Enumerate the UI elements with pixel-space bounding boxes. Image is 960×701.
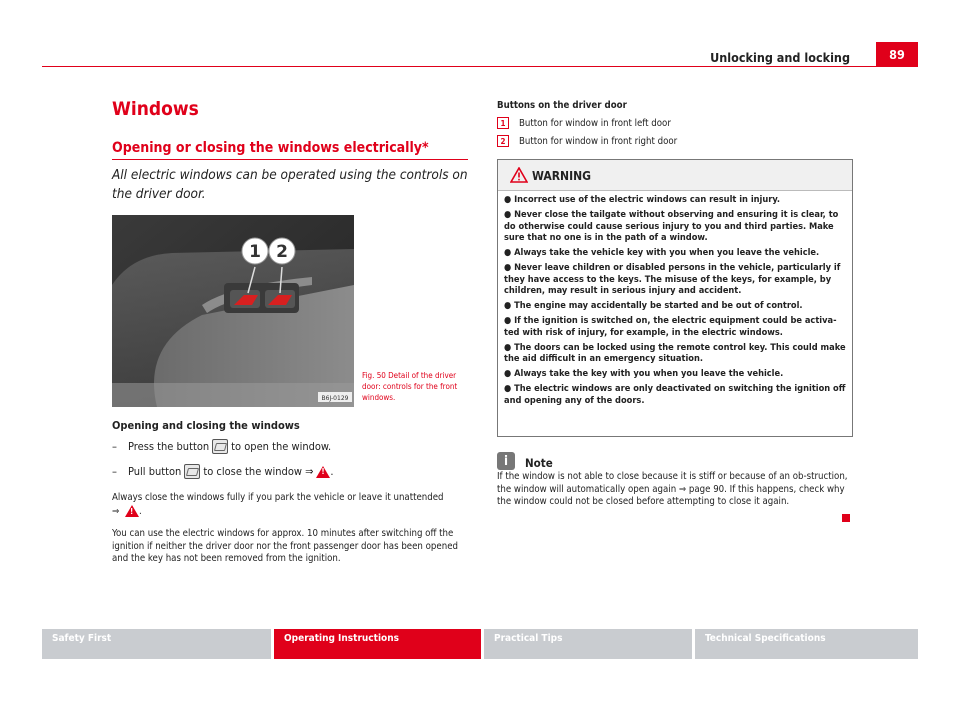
warning-item-text: Incorrect use of the electric windows can result in injury.	[514, 194, 781, 205]
door-controls-photo	[112, 215, 354, 407]
bullet: ●	[504, 315, 515, 326]
footer-tab-safety-first[interactable]: Safety First	[42, 629, 271, 659]
bullet: ●	[504, 262, 515, 273]
bullet: ●	[504, 300, 515, 311]
window-button-icon	[212, 439, 228, 454]
warning-item-text: If the ignition is switched on, the electric equipment could be activa-ted with risk of injury, for example, in the electric windows.	[504, 315, 837, 338]
number-badge: 2	[497, 135, 509, 147]
bullet: ●	[504, 209, 515, 220]
note-title: Note	[525, 456, 553, 470]
note-info-icon: i	[497, 452, 515, 470]
warning-item-text: Always take the key with you when you leave the vehicle.	[514, 368, 784, 379]
intro-text: All electric windows can be operated using the controls on the driver door.	[112, 167, 468, 202]
page-number: 89	[876, 42, 918, 67]
footer-tab-technical-specifications[interactable]: Technical Specifications	[695, 629, 918, 659]
warning-triangle-icon	[510, 167, 528, 187]
running-header-title: Unlocking and locking	[710, 50, 850, 65]
warning-list	[504, 194, 846, 410]
step-open	[112, 439, 331, 454]
subsection-heading: Opening or closing the windows electrically*	[112, 140, 429, 156]
step-text-after: to close the window ⇒	[203, 465, 314, 478]
bullet: ●	[504, 247, 515, 258]
button-legend-label: Button for window in front right door	[519, 135, 678, 147]
ignition-paragraph: You can use the electric windows for approx. 10 minutes after switching off the ignition if neither the driver door nor the front passenger door has been opened and the key has not been removed from the ignition.	[112, 528, 458, 564]
callout-label-2: 2	[276, 242, 288, 262]
warning-item-text: The electric windows are only deactivated on switching the ignition off and opening any of the doors.	[504, 383, 846, 406]
warning-item	[504, 262, 846, 297]
bullet: ●	[504, 383, 515, 394]
subheading-rule	[112, 159, 468, 160]
bullet: ●	[504, 368, 515, 379]
section-heading: Windows	[112, 98, 199, 120]
warning-title: WARNING	[532, 169, 591, 183]
unattended-paragraph: Always close the windows fully if you park the vehicle or leave it unattended ⇒ ! .	[112, 492, 472, 518]
unattended-text: Always close the windows fully if you park the vehicle or leave it unattended	[112, 492, 444, 503]
header-rule	[42, 66, 876, 67]
warning-item	[504, 209, 846, 244]
note-text: If the window is not able to close because it is stiff or because of an ob-struction, the window will automatically open again ⇒ page 90. If this happens, check why the window could not be closed before attempting to close it again.	[497, 471, 848, 507]
warning-item	[504, 300, 846, 312]
warning-item	[504, 315, 846, 338]
button-legend-label: Button for window in front left door	[519, 117, 671, 129]
warning-item-text: Never close the tailgate without observing and ensuring it is clear, to do otherwise could cause serious injury to you and third parties. Make sure that no one is in the path of a window.	[504, 209, 839, 243]
warning-item-text: The doors can be locked using the remote control key. This could make the aid difficult in an emergency situation.	[504, 341, 846, 364]
section-end-marker	[842, 514, 850, 522]
window-button-icon	[184, 464, 200, 479]
step-close: – Pull button to close the window ⇒ ! .	[112, 464, 334, 479]
step-text-after: to open the window.	[231, 440, 332, 453]
warning-item-text: Never leave children or disabled persons in the vehicle, particularly if they have access to the keys. The misuse of the keys, for example, by children, may result in serious injury and accident.	[504, 262, 841, 296]
button-legend-1	[497, 117, 671, 129]
warning-item-text: The engine may accidentally be started and be out of control.	[514, 300, 803, 311]
warning-triangle-icon	[125, 505, 139, 517]
warning-item	[504, 383, 846, 406]
step-dash: –	[112, 440, 117, 453]
warning-item-text: Always take the vehicle key with you when you leave the vehicle.	[514, 247, 820, 258]
arrow-ref: ⇒	[112, 505, 120, 517]
number-badge: 1	[497, 117, 509, 129]
step-text-before: Press the button	[128, 440, 210, 453]
steps-title: Opening and closing the windows	[112, 419, 300, 432]
footer-tabs	[42, 629, 918, 659]
callout-label-1: 1	[249, 242, 261, 262]
figure-code: B6J-0129	[321, 395, 349, 402]
figure-caption: Fig. 50 Detail of the driver door: controls for the front windows.	[362, 371, 458, 402]
warning-item	[504, 247, 846, 259]
button-legend-2	[497, 135, 677, 147]
warning-triangle-icon	[316, 466, 330, 478]
warning-item	[504, 368, 846, 380]
step-dash: –	[112, 465, 117, 478]
warning-item	[504, 194, 846, 206]
warning-item	[504, 342, 846, 365]
door-panel-illustration	[112, 215, 354, 407]
buttons-title: Buttons on the driver door	[497, 100, 627, 111]
footer-tab-operating-instructions[interactable]: Operating Instructions	[274, 629, 481, 659]
warning-header	[498, 160, 852, 191]
bullet: ●	[504, 194, 515, 205]
step-text-before: Pull button	[128, 465, 182, 478]
warning-box	[497, 159, 853, 437]
footer-tab-practical-tips[interactable]: Practical Tips	[484, 629, 692, 659]
bullet: ●	[504, 341, 515, 353]
